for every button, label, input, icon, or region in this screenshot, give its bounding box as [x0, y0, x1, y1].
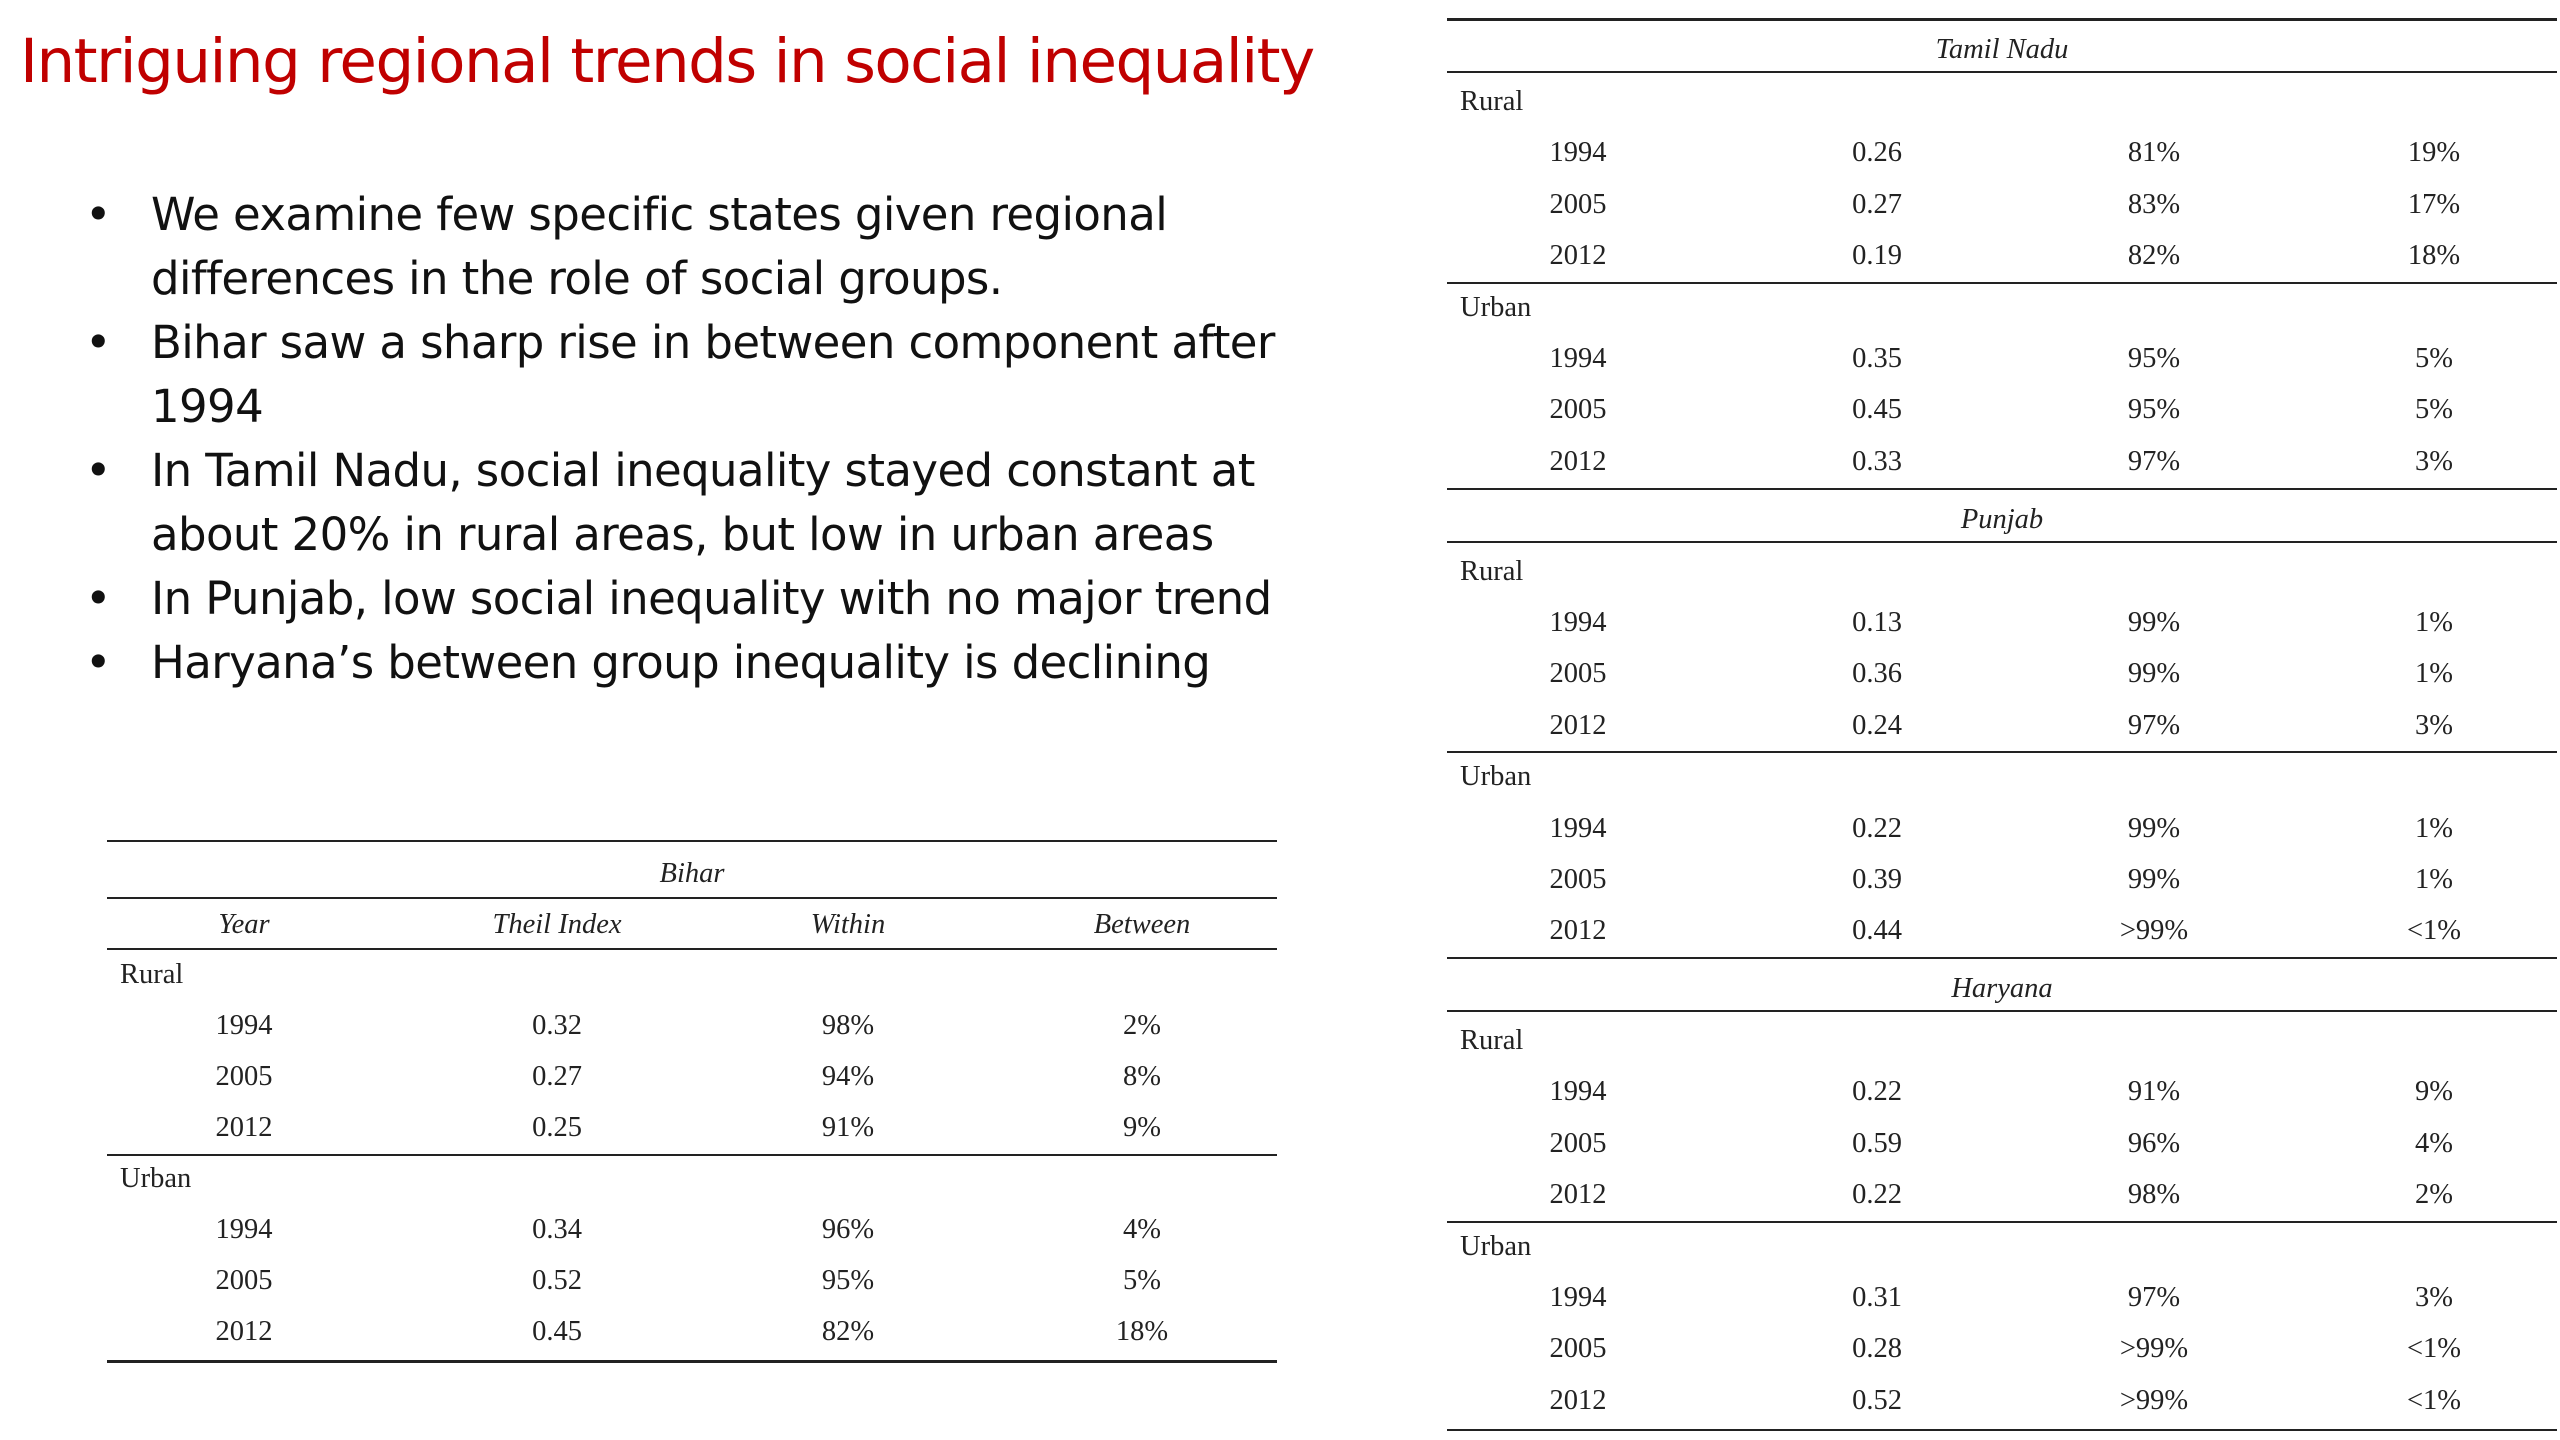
table-rule: [1447, 71, 2557, 73]
table-cell: <1%: [2406, 915, 2462, 947]
table-cell: 99%: [2127, 863, 2181, 895]
table-state-title: Tamil Nadu: [1935, 34, 2069, 65]
table-cell: 0.13: [1852, 606, 1902, 638]
table-cell: 2005: [1549, 1333, 1607, 1365]
table-cell: 5%: [2415, 394, 2453, 426]
bullet-item: [85, 439, 1325, 567]
table-cell: 18%: [2407, 240, 2461, 272]
column-header: Year: [218, 909, 270, 940]
table-cell: 1994: [215, 1010, 273, 1041]
table-cell: 91%: [821, 1112, 875, 1143]
table-cell: 0.22: [1852, 1076, 1902, 1108]
table-cell: 81%: [2127, 137, 2181, 169]
table-cell: 96%: [2127, 1127, 2181, 1159]
table-cell: 2012: [1549, 1179, 1607, 1211]
table-cell: 2012: [1549, 709, 1607, 741]
column-header: Between: [1093, 909, 1191, 940]
table-cell: 99%: [2127, 812, 2181, 844]
table-cell: 2012: [1549, 445, 1607, 477]
table-cell: 2%: [1123, 1010, 1161, 1041]
group-label: Rural: [1460, 1025, 1524, 1056]
table-cell: 2005: [1549, 658, 1607, 690]
table-cell: 0.52: [1852, 1384, 1902, 1416]
table-rule: [107, 1360, 1277, 1363]
bullet-text: Haryana’s between group inequality is declining: [151, 636, 1211, 689]
group-label: Urban: [1460, 291, 1532, 323]
group-label: Rural: [1460, 555, 1524, 587]
table-cell: 1994: [1549, 1282, 1607, 1313]
table-cell: 8%: [1123, 1061, 1161, 1092]
table-cell: 2005: [1549, 1127, 1607, 1159]
table-cell: 0.26: [1852, 137, 1902, 169]
bullet-text: Bihar saw a sharp rise in between component after 1994: [151, 316, 1275, 433]
table-cell: 1%: [2415, 812, 2453, 844]
table-rule: [1447, 1221, 2557, 1223]
table-cell: 98%: [2127, 1179, 2181, 1211]
table-cell: 2012: [1549, 240, 1607, 272]
bullet-item: [85, 631, 1325, 695]
table-cell: 0.22: [1852, 812, 1902, 844]
table-cell: <1%: [2406, 1333, 2462, 1365]
table-cell: 0.44: [1852, 915, 1902, 947]
bullet-list: [85, 183, 1325, 695]
table-cell: 2005: [1549, 394, 1607, 426]
table-cell: 98%: [821, 1010, 875, 1041]
table-cell: 1%: [2415, 658, 2453, 690]
table-cell: 0.45: [532, 1316, 582, 1347]
table-cell: 2005: [1549, 863, 1607, 895]
table-cell: 0.35: [1852, 343, 1902, 374]
bullet-icon: •: [85, 444, 111, 497]
bullet-icon: •: [85, 572, 111, 625]
table-cell: 95%: [2127, 343, 2181, 374]
table-cell: 0.52: [532, 1265, 582, 1296]
group-label: Urban: [1460, 761, 1532, 793]
table-cell: 3%: [2415, 1282, 2453, 1313]
bullet-text: In Tamil Nadu, social inequality stayed constant at about 20% in rural areas, but low in urban areas: [151, 444, 1255, 561]
table-cell: 2012: [215, 1112, 273, 1143]
table-cell: 1994: [1549, 812, 1607, 844]
table-rule: [1447, 1010, 2557, 1012]
table-cell: 0.27: [532, 1061, 582, 1092]
table-cell: 4%: [2415, 1127, 2453, 1159]
table-state-title: Punjab: [1960, 503, 2044, 535]
table-rule: [1447, 957, 2557, 959]
table-cell: 5%: [1123, 1265, 1161, 1296]
table-cell: 0.39: [1852, 863, 1902, 895]
table-cell: >99%: [2119, 1384, 2189, 1416]
table-rule: [1447, 751, 2557, 753]
table-cell: 0.45: [1852, 394, 1902, 426]
bullet-icon: •: [85, 188, 111, 241]
table-rule: [107, 897, 1277, 899]
table-rule: [1447, 282, 2557, 284]
table-rule: [107, 840, 1277, 842]
table-cell: 0.24: [1852, 709, 1902, 741]
table-cell: 5%: [2415, 343, 2453, 374]
table-cell: 0.33: [1852, 445, 1902, 477]
table-cell: 97%: [2127, 445, 2181, 477]
bullet-text: We examine few specific states given regional differences in the role of social groups.: [151, 188, 1168, 305]
table-cell: 1994: [1549, 1076, 1607, 1108]
table-rule: [107, 1154, 1277, 1156]
table-cell: 4%: [1123, 1214, 1161, 1245]
group-label: Rural: [1460, 86, 1524, 117]
bullet-icon: •: [85, 636, 111, 689]
group-label: Urban: [120, 1163, 192, 1194]
table-cell: 0.28: [1852, 1333, 1902, 1365]
table-cell: 2012: [1549, 915, 1607, 947]
table-rule: [1447, 18, 2557, 21]
table-cell: 96%: [821, 1214, 875, 1245]
table-state-title: Bihar: [659, 858, 725, 889]
table-cell: 2005: [215, 1265, 273, 1296]
table-rule: [1447, 1429, 2557, 1431]
table-cell: 0.31: [1852, 1282, 1902, 1313]
group-label: Rural: [120, 959, 184, 990]
table-cell: 95%: [821, 1265, 875, 1296]
table-cell: 0.19: [1852, 240, 1902, 272]
table-state-title: Haryana: [1951, 973, 2053, 1004]
table-cell: 94%: [821, 1061, 875, 1092]
table-cell: <1%: [2406, 1384, 2462, 1416]
table-cell: 9%: [2415, 1076, 2453, 1108]
table-cell: 0.59: [1852, 1127, 1902, 1159]
table-cell: 9%: [1123, 1112, 1161, 1143]
table-cell: 91%: [2127, 1076, 2181, 1108]
table-cell: 99%: [2127, 606, 2181, 638]
table-cell: 3%: [2415, 709, 2453, 741]
states-table: [1447, 18, 2557, 1418]
bullet-item: [85, 183, 1325, 311]
table-cell: 0.27: [1852, 188, 1902, 220]
table-rule: [1447, 488, 2557, 490]
table-cell: 1994: [1549, 606, 1607, 638]
table-cell: 1994: [1549, 343, 1607, 374]
table-cell: 0.36: [1852, 658, 1902, 690]
bullet-icon: •: [85, 316, 111, 369]
group-label: Urban: [1460, 1230, 1532, 1262]
table-cell: 19%: [2407, 137, 2461, 169]
table-rule: [1447, 541, 2557, 543]
table-cell: 1%: [2415, 863, 2453, 895]
table-cell: 2012: [215, 1316, 273, 1347]
table-cell: 18%: [1115, 1316, 1169, 1347]
table-cell: 82%: [821, 1316, 875, 1347]
table-cell: 1%: [2415, 606, 2453, 638]
table-cell: 83%: [2127, 188, 2181, 220]
column-header: Theil Index: [492, 909, 622, 940]
table-cell: 0.34: [532, 1214, 582, 1245]
table-cell: 0.22: [1852, 1179, 1902, 1211]
table-cell: 2%: [2415, 1179, 2453, 1211]
table-cell: >99%: [2119, 915, 2189, 947]
table-rule: [107, 948, 1277, 950]
bullet-item: [85, 567, 1325, 631]
table-cell: 2005: [215, 1061, 273, 1092]
table-cell: 97%: [2127, 1282, 2181, 1313]
bullet-item: [85, 311, 1325, 439]
table-cell: 1994: [215, 1214, 273, 1245]
column-header: Within: [810, 909, 886, 940]
table-cell: 0.32: [532, 1010, 582, 1041]
table-cell: 2012: [1549, 1384, 1607, 1416]
table-cell: 3%: [2415, 445, 2453, 477]
table-cell: 99%: [2127, 658, 2181, 690]
table-cell: 95%: [2127, 394, 2181, 426]
bullet-text: In Punjab, low social inequality with no major trend: [151, 572, 1272, 625]
table-cell: 0.25: [532, 1112, 582, 1143]
table-cell: 1994: [1549, 137, 1607, 169]
table-cell: 97%: [2127, 709, 2181, 741]
bihar-table: [107, 840, 1277, 1370]
table-cell: >99%: [2119, 1333, 2189, 1365]
table-cell: 17%: [2407, 188, 2461, 220]
table-cell: 82%: [2127, 240, 2181, 272]
slide-title: Intriguing regional trends in social inequality: [20, 26, 1314, 97]
table-cell: 2005: [1549, 188, 1607, 220]
